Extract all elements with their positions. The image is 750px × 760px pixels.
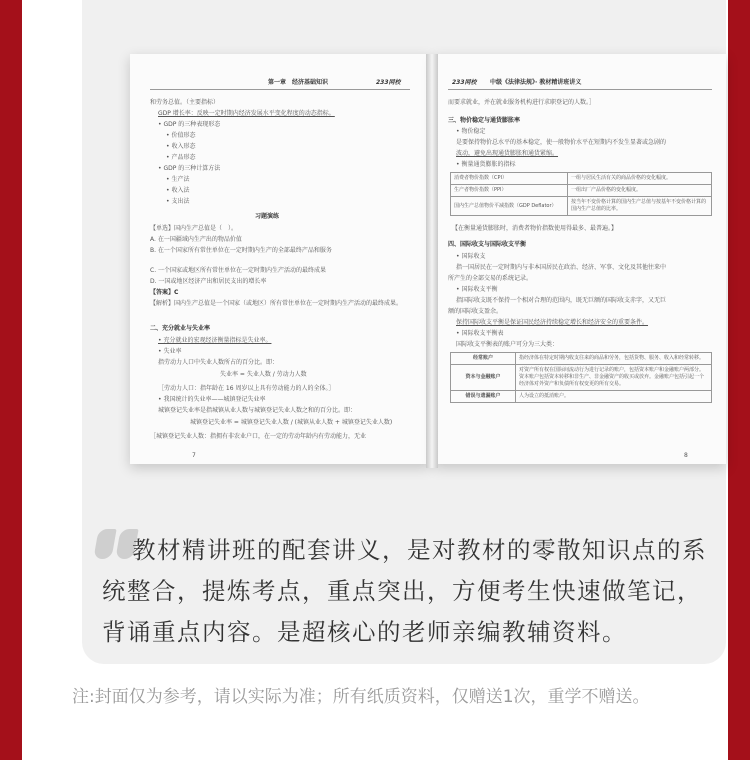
table-cell: 生产者物价指数（PPI） [451,185,568,197]
right-line: • 衡量通货膨胀的指标 [456,161,516,168]
left-line: • 产品形态 [166,154,196,161]
book-left-page [130,54,430,464]
right-line: 指国际收支既不保持一个相对合理的范围内，既无巨额的国际收支赤字，又无巨 [456,297,667,304]
table-cell: 对资产所有权在国际间流动行为进行记录的账户，包括资本账户和金融账户两部分。资本账户包括资本转移和非生产、非金融资产的收买或放弃。金融账户包括引起一个经济体对外资产和负债所有权变更的所有交易。 [516,365,712,391]
book-right-page [434,54,726,464]
left-line: • 收入法 [166,187,190,194]
exercise-answer: 【答案】C [150,289,179,296]
table-row [451,197,712,216]
right-line: 是要保持物价总水平的基本稳定，使一般物价水平在短期内不发生显著或急剧的 [456,139,667,146]
left-line: • GDP 的三种计算方法 [158,165,221,172]
right-line: 国际收支平衡表的账户可分为三大类： [456,341,559,348]
table-cell: 资本与金融账户 [451,365,516,391]
book-photo [82,0,726,505]
inflation-index-table [450,172,712,216]
section-heading: 二、充分就业与失业率 [150,325,211,332]
section-line: 城镇登记失业率是指城镇从业人数与城镇登记失业人数之和的百分比。即： [158,407,357,414]
right-page-brand: 233网校 [452,79,477,86]
right-line: • 国际收支平衡表 [456,330,504,337]
table-cell: 一组与居民生活有关的商品价格的变化幅度。 [568,173,712,185]
right-line: • 国际收支平衡 [456,286,498,293]
section-line: • 失业率 [158,348,182,355]
description-body: 教材精讲班的配套讲义，是对教材的零散知识点的系统整合，提炼考点，重点突出，方便考生快速做笔记，背诵重点内容。是超核心的老师亲编教辅资料。 [102,536,707,646]
right-line: 波动，避免出现通货膨胀和通货紧缩。 [456,150,559,157]
formula: 失业率 = 失业人数 / 劳动力人数 [220,371,307,378]
disclaimer-note: 注:封面仅为参考，请以实际为准；所有纸质资料，仅赠送1次，重学不赠送。 [72,687,650,707]
left-line: GDP 增长率：反映一定时期内经济发展水平变化程度的动态指标。 [158,110,335,117]
table-row [451,353,712,365]
table-cell: 指经济体在特定时期内收支往来的商品和劳务，包括货物、服务、收入和经常转移。 [516,353,712,365]
section-heading: 四、国际收支与国际收支平衡 [448,241,527,248]
table-row [451,185,712,197]
table-row [451,173,712,185]
content-frame [22,0,728,760]
exercise-line: 【单选】国内生产总值是（ ）。 [150,225,238,232]
right-line: 额的国际收支盈余。 [448,308,503,315]
left-line: • 生产法 [166,176,190,183]
left-line: • 价值形态 [166,132,196,139]
left-page-number: 7 [192,452,196,459]
left-line: 和劳务总值。（主要指标） [150,99,220,106]
exercise-analysis: 【解析】国内生产总值是一个国家（或地区）所有常住单位在一定时期内生产活动的最终成果。 [150,300,403,307]
section-line: ［劳动力人口：指年龄在 16 周岁以上具有劳动能力的人的全体。］ [158,385,335,392]
right-line: 指一国居民在一定时期内与非本国居民在政治、经济、军事、文化及其他往来中 [456,264,667,271]
table-cell: 消费者物价指数（CPI） [451,173,568,185]
exercise-line: A. 在一国疆域内生产出的物品价值 [150,236,242,243]
book-spine [426,54,438,468]
left-line: • 收入形态 [166,143,196,150]
balance-accounts-table [450,352,712,403]
right-line: 保持国际收支平衡是保证国民经济持续稳定增长和经济安全的重要条件。 [456,319,649,326]
right-line: 而要求就业，并在就业服务机构进行求职登记的人数。］ [448,99,596,106]
section-heading: 三、物价稳定与通货膨胀率 [448,117,521,124]
section-line: • 我国统计的失业率——城镇登记失业率 [158,396,266,403]
exercise-line: B. 在一个国家所有常住单位在一定时期内生产的全部最终产品和服务 [150,247,332,254]
table-row [451,391,712,403]
right-line: • 国际收支 [456,253,486,260]
description-text [102,530,722,653]
table-cell: 国内生产总值物价平减指数（GDP Deflator） [451,197,568,216]
left-page-header: 第一章 经济基础知识 [268,79,329,86]
exercise-line: D. 一国或地区经济产出和居民支出的增长率 [150,278,267,285]
right-page-number: 8 [684,452,688,459]
right-line: • 物价稳定 [456,128,486,135]
table-cell: 按当年不变价格计算的国内生产总值与按基年不变价格计算的国内生产总值的比率。 [568,197,712,216]
table-cell: 经常账户 [451,353,516,365]
section-line: ［城镇登记失业人数：指拥有非农业户口，在一定的劳动年龄内有劳动能力，无业 [150,433,367,440]
section-line: • 充分就业的宏观经济衡量指标是失业率。 [158,337,272,344]
table-cell: 一组出厂产品价格的变化幅度。 [568,185,712,197]
section-line: 指劳动力人口中失业人数所占的百分比。即： [158,359,279,366]
right-note: 【在衡量通货膨胀时，消费者物价指数使用得最多、最普遍。】 [452,225,618,232]
formula: 城镇登记失业率 = 城镇登记失业人数 / (城镇从业人数 + 城镇登记失业人数) [190,419,393,426]
table-cell: 错误与遗漏账户 [451,391,516,403]
left-page-brand: 233网校 [376,79,401,86]
left-line: • 支出法 [166,198,190,205]
right-line: 所产生的全部交易的系统记录。 [448,275,533,282]
table-cell: 人为设立的抵消账户。 [516,391,712,403]
exercise-line: C. 一个国家或地区所有常住单位在一定时期内生产活动的最终成果 [150,267,327,274]
table-row [451,365,712,391]
left-line: • GDP 的三种表现形态 [158,121,221,128]
right-page-header: 中级《法律法规》· 教材精讲班讲义 [490,79,582,86]
exercise-title: 习题演练 [255,213,280,220]
